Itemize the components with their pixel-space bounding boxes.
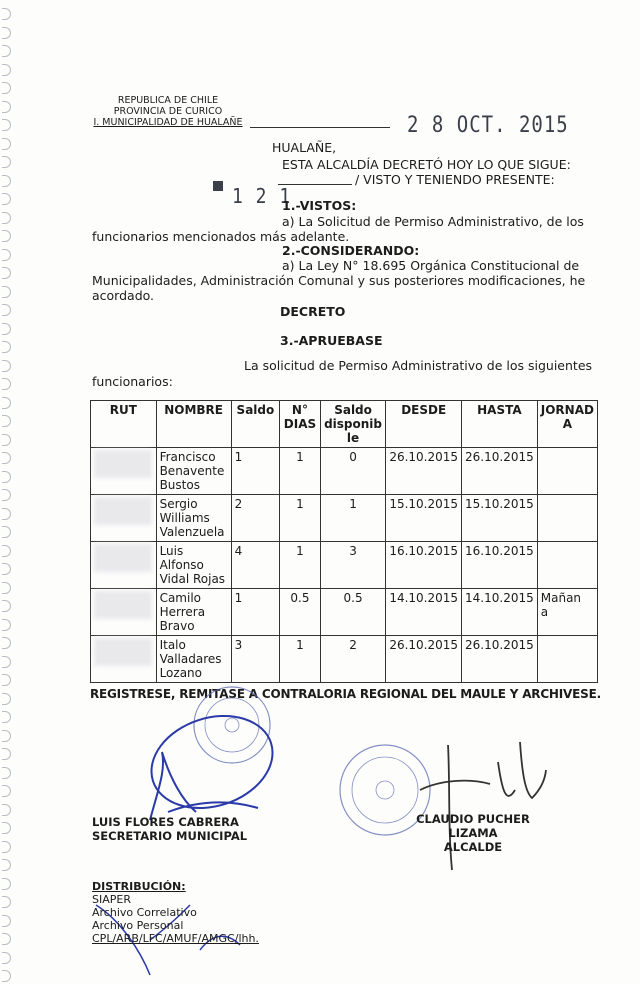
apruebase-heading: 3.-APRUEBASE bbox=[280, 333, 383, 348]
cell-nombre: Francisco Benavente Bustos bbox=[156, 448, 231, 495]
cell-saldo: 1 bbox=[231, 589, 279, 636]
cell-hasta: 15.10.2015 bbox=[462, 495, 538, 542]
column-header: DESDE bbox=[386, 401, 462, 448]
cell-saldo: 4 bbox=[231, 542, 279, 589]
cell-hasta: 26.10.2015 bbox=[462, 636, 538, 683]
distribution-block bbox=[92, 880, 259, 945]
vistos-heading: 1.-VISTOS: bbox=[282, 198, 357, 213]
cell-desde: 26.10.2015 bbox=[386, 636, 462, 683]
mayor-title: ALCALDE bbox=[443, 840, 503, 854]
letterhead-country: REPUBLICA DE CHILE bbox=[117, 95, 219, 106]
cell-nombre: Sergio Williams Valenzuela bbox=[156, 495, 231, 542]
cell-desde: 26.10.2015 bbox=[386, 448, 462, 495]
cell-desde: 14.10.2015 bbox=[386, 589, 462, 636]
cell-dias: 1 bbox=[280, 448, 321, 495]
distribution-item: Archivo Correlativo bbox=[92, 906, 197, 919]
cell-saldo: 2 bbox=[231, 495, 279, 542]
visto-line: / VISTO Y TENIENDO PRESENTE: bbox=[355, 172, 555, 187]
considerando-text-end: acordado. bbox=[92, 288, 155, 303]
cell-dias: 1 bbox=[280, 636, 321, 683]
cell-hasta: 16.10.2015 bbox=[462, 542, 538, 589]
column-header: JORNAD A bbox=[537, 401, 597, 448]
letterhead-province: PROVINCIA DE CURICO bbox=[113, 106, 223, 117]
distribution-heading: DISTRIBUCIÓN: bbox=[92, 880, 186, 893]
cell-nombre: Luis Alfonso Vidal Rojas bbox=[156, 542, 231, 589]
cell-nombre: Italo Valladares Lozano bbox=[156, 636, 231, 683]
cell-nombre: Camilo Herrera Bravo bbox=[156, 589, 231, 636]
request-text-cont: funcionarios: bbox=[92, 374, 173, 389]
mayor-block bbox=[398, 812, 548, 854]
cell-disp: 0.5 bbox=[320, 589, 386, 636]
secretary-signature bbox=[139, 701, 284, 823]
secretary-name: LUIS FLORES CABRERA bbox=[92, 815, 239, 829]
distribution-item: CPL/ARB/LFC/AMUF/AMGC/lhh. bbox=[92, 932, 259, 945]
secretary-block bbox=[92, 815, 247, 843]
column-header: HASTA bbox=[462, 401, 538, 448]
request-text: La solicitud de Permiso Administrativo de los siguientes bbox=[244, 358, 593, 373]
decree-number-stamp: 1 2 1 bbox=[232, 184, 292, 209]
distribution-item: Archivo Personal bbox=[92, 919, 184, 932]
distribution-item: SIAPER bbox=[92, 893, 131, 906]
considerando-text: a) La Ley N° 18.695 Orgánica Constitucional de bbox=[282, 258, 580, 273]
cell-hasta: 14.10.2015 bbox=[462, 589, 538, 636]
mayor-name: CLAUDIO PUCHER LIZAMA bbox=[416, 812, 530, 840]
place-line: HUALAÑE, bbox=[272, 140, 337, 155]
column-header: RUT bbox=[91, 401, 157, 448]
cell-saldo: 3 bbox=[231, 636, 279, 683]
column-header: N° DIAS bbox=[280, 401, 321, 448]
date-stamp: 2 8 OCT. 2015 bbox=[407, 112, 569, 138]
closing-statement: REGISTRESE, REMITASE A CONTRALORIA REGIONAL DEL MAULE Y ARCHIVESE. bbox=[90, 687, 601, 701]
column-header: Saldo disponib le bbox=[320, 401, 386, 448]
vistos-text-cont: funcionarios mencionados más adelante. bbox=[92, 229, 350, 244]
cell-desde: 15.10.2015 bbox=[386, 495, 462, 542]
considerando-heading: 2.-CONSIDERANDO: bbox=[282, 243, 420, 258]
secretary-title: SECRETARIO MUNICIPAL bbox=[92, 829, 248, 843]
cell-disp: 1 bbox=[320, 495, 386, 542]
cell-dias: 0.5 bbox=[280, 589, 321, 636]
cell-disp: 3 bbox=[320, 542, 386, 589]
cell-disp: 2 bbox=[320, 636, 386, 683]
decreto-heading: DECRETO bbox=[280, 304, 346, 319]
cell-saldo: 1 bbox=[231, 448, 279, 495]
decree-intro: ESTA ALCALDÍA DECRETÓ HOY LO QUE SIGUE: bbox=[282, 157, 571, 172]
considerando-text-cont: Municipalidades, Administración Comunal y sus posteriores modificaciones, he bbox=[92, 273, 586, 288]
letterhead-municipality: I. MUNICIPALIDAD DE HUALAÑE bbox=[93, 117, 243, 128]
cell-hasta: 26.10.2015 bbox=[462, 448, 538, 495]
cell-dias: 1 bbox=[280, 542, 321, 589]
column-header: NOMBRE bbox=[156, 401, 231, 448]
column-header: Saldo bbox=[231, 401, 279, 448]
cell-jornada: Mañan a bbox=[537, 589, 597, 636]
cell-desde: 16.10.2015 bbox=[386, 542, 462, 589]
cell-disp: 0 bbox=[320, 448, 386, 495]
cell-dias: 1 bbox=[280, 495, 321, 542]
vistos-text: a) La Solicitud de Permiso Administrativo, de los bbox=[282, 214, 584, 229]
